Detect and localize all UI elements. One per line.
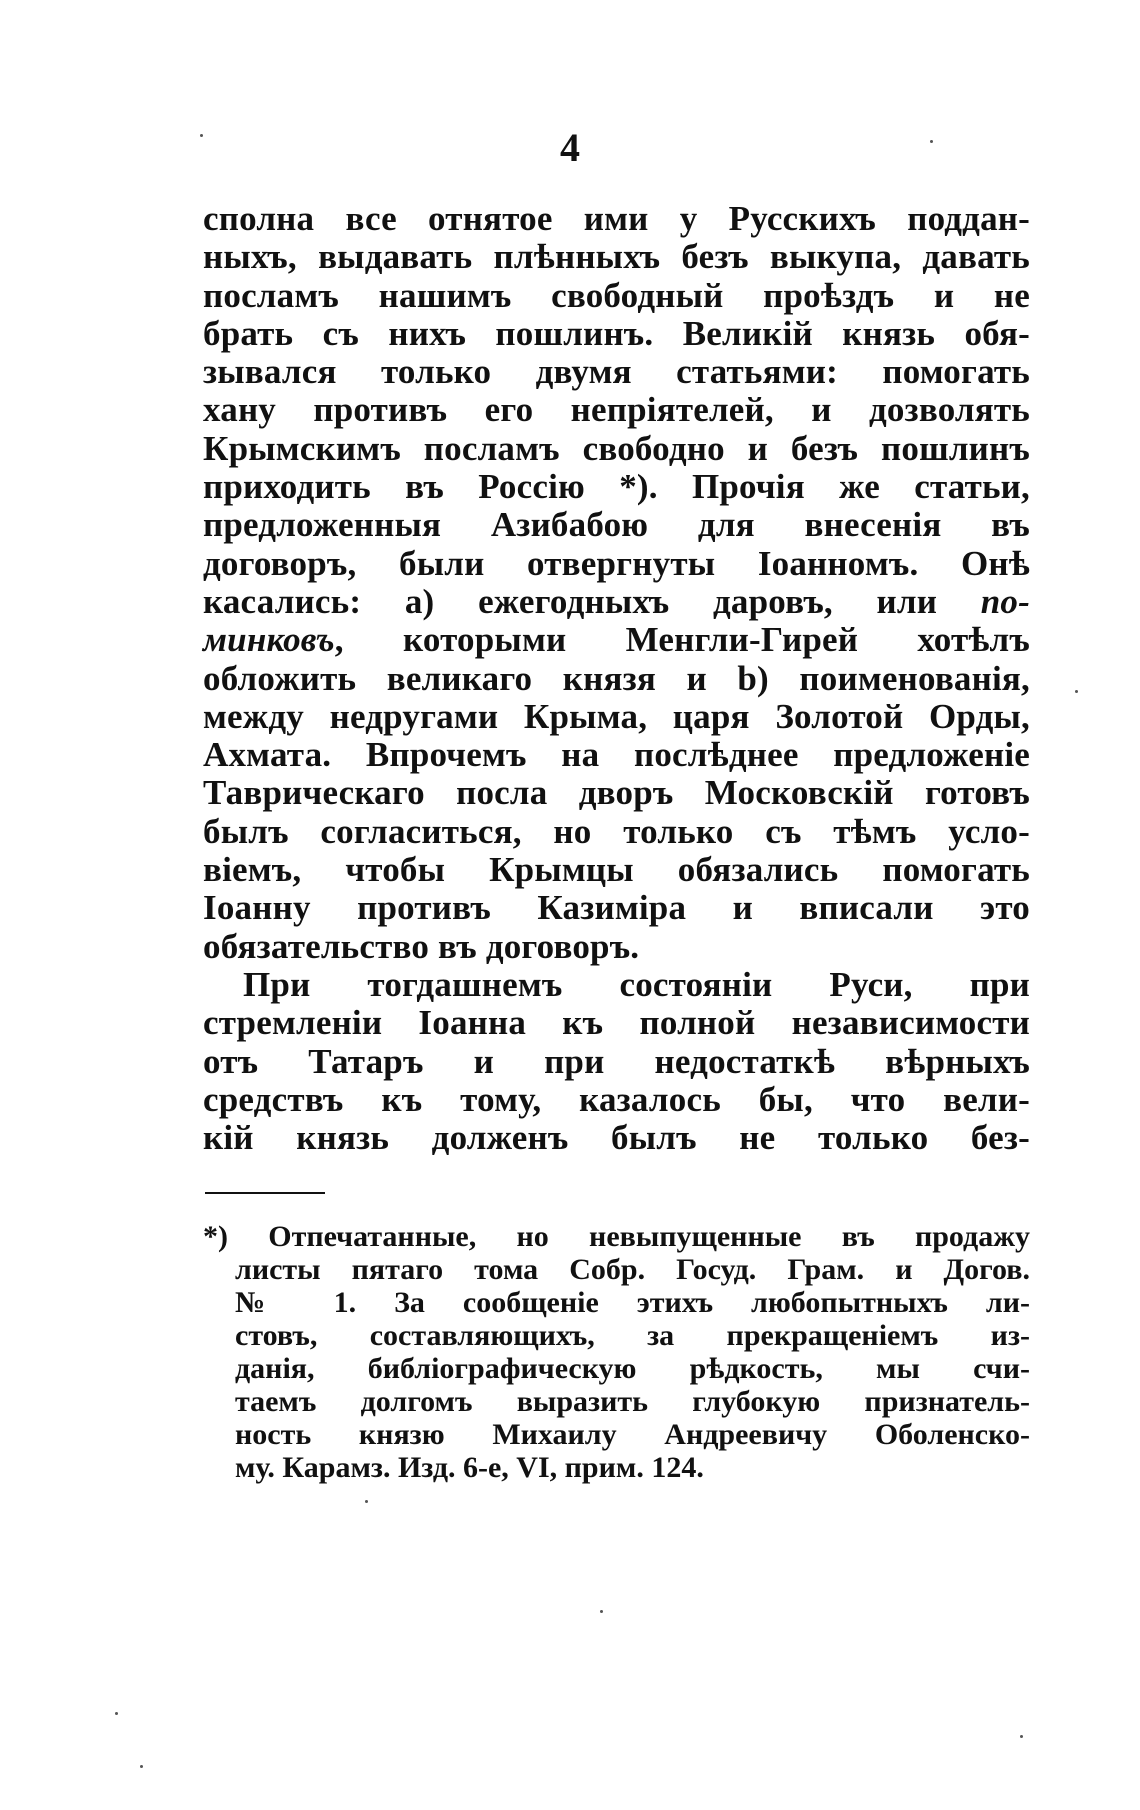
body-line: отъ Татаръ и при недостаткѣ вѣрныхъ [203,1041,1030,1081]
body-line: посламъ нашимъ свободный проѣздъ и не [203,275,1030,315]
body-line: между недругами Крыма, царя Золотой Орды, [203,696,1030,736]
italic-segment: минковъ [203,620,335,660]
footnote-line: таемъ долгомъ выразить глубокую признатель- [235,1385,1030,1418]
scan-speck [1020,1735,1023,1738]
body-line-mixed [203,621,1030,659]
footnote-line: листы пятаго тома Собр. Госуд. Грам. и Догов. [235,1253,1030,1286]
body-line: брать съ нихъ пошлинъ. Великій князь обя- [203,313,1030,353]
scan-speck [200,134,203,137]
body-line: приходить въ Россію *). Прочія же статьи, [203,467,1030,507]
body-line-mixed [203,583,1030,621]
body-line: средствъ къ тому, казалось бы, что вели- [203,1079,1030,1119]
scan-speck [140,1765,143,1768]
body-line: былъ согласиться, но только съ тѣмъ усло- [203,811,1030,851]
footnote-line: данія, библіографическую рѣдкость, мы счи- [235,1352,1030,1385]
body-line: Іоанну противъ Казиміра и вписали это [203,888,1030,928]
body-line: обязательство въ договоръ. [203,926,640,966]
page-number: 4 [560,125,580,170]
body-line: хану противъ его непріятелей, и дозволять [203,390,1030,430]
body-line: При тогдашнемъ состояніи Руси, при [243,964,1030,1004]
body-line-segment: , которыми Менгли-Гирей хотѣлъ [334,620,1030,660]
footnote-line: му. Карамз. Изд. 6-е, VI, прим. 124. [235,1451,704,1484]
footnote-line: ность князю Михаилу Андреевичу Оболенско- [235,1418,1030,1451]
footnote-line: *) Отпечатанные, но невыпущенные въ продажу [203,1220,1030,1253]
footnote-rule [205,1192,325,1194]
body-line: договоръ, были отвергнуты Іоанномъ. Онѣ [203,543,1030,583]
body-line: зывался только двумя статьями: помогать [203,352,1030,392]
body-line-segment: касались: а) ежегодныхъ даровъ, или [203,581,981,621]
body-line: кій князь долженъ былъ не только без- [203,1118,1030,1158]
footnote-line: стовъ, составляющихъ, за прекращеніемъ из- [235,1319,1030,1352]
scan-speck [365,1500,368,1503]
scan-speck [115,1712,118,1715]
scan-speck [930,140,933,143]
body-line: стремленіи Іоанна къ полной независимости [203,1003,1030,1043]
body-line: ныхъ, выдавать плѣнныхъ безъ выкупа, давать [203,237,1030,277]
body-line: Таврическаго посла дворъ Московскій готовъ [203,773,1030,813]
body-line: сполна все отнятое ими у Русскихъ поддан- [203,199,1030,238]
scan-speck [1075,690,1078,693]
body-line: Крымскимъ посламъ свободно и безъ пошлинъ [203,428,1030,468]
body-text [203,200,1030,1157]
italic-segment: по- [980,581,1030,621]
footnote [203,1220,1030,1484]
body-line: Ахмата. Впрочемъ на послѣднее предложеніе [203,735,1030,775]
footnote-line: № 1. За сообщеніе этихъ любопытныхъ ли- [235,1286,1030,1319]
body-line: предложенныя Азибабою для внесенія въ [203,505,1030,545]
body-line: обложить великаго князя и b) поименованія, [203,658,1030,698]
body-line: віемъ, чтобы Крымцы обязались помогать [203,850,1030,890]
scan-speck [600,1610,603,1613]
